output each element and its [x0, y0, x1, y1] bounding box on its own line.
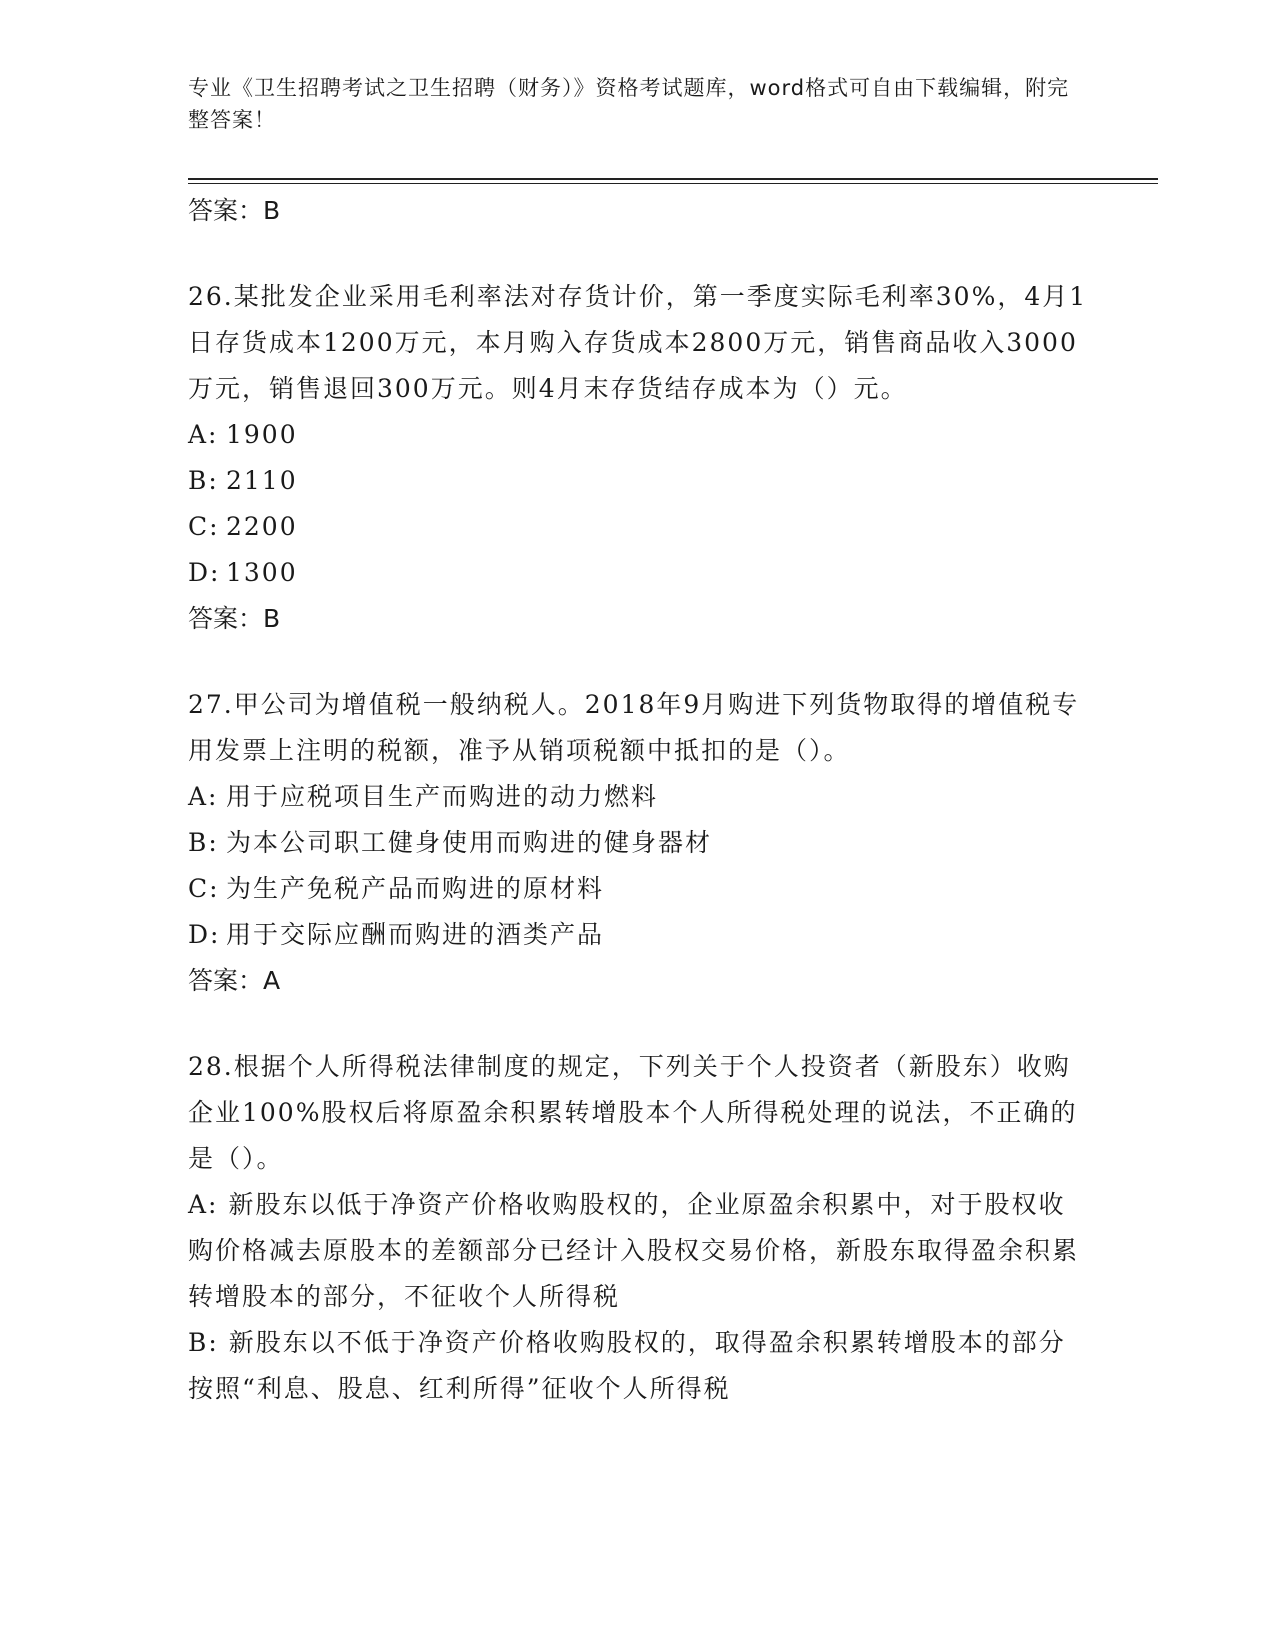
option-text: 用于应税项目生产而购进的动力燃料	[226, 782, 659, 811]
question-26	[188, 274, 1088, 642]
answer: 答案：A	[188, 966, 281, 995]
question-27	[188, 682, 1088, 1004]
option-text: 1900	[226, 420, 298, 449]
option-d	[188, 550, 1088, 596]
document-content	[188, 188, 1088, 1412]
option-text: 1300	[226, 558, 298, 587]
option-b	[188, 1320, 1088, 1412]
option-d	[188, 912, 1088, 958]
option-text: 用于交际应酬而购进的酒类产品	[226, 920, 605, 949]
option-a	[188, 774, 1088, 820]
option-text: 2200	[226, 512, 298, 541]
option-label: A:	[188, 782, 219, 811]
option-c	[188, 866, 1088, 912]
option-label: A:	[188, 420, 219, 449]
answer: 答案：B	[188, 604, 281, 633]
option-text: 为生产免税产品而购进的原材料	[226, 874, 605, 903]
option-text: 为本公司职工健身使用而购进的健身器材	[226, 828, 713, 857]
question-text: 26.某批发企业采用毛利率法对存货计价，第一季度实际毛利率30%，4月1日存货成本1200万元，本月购入存货成本2800万元，销售商品收入3000万元，销售退回300万元。则4月末存货结存成本为（）元。	[188, 282, 1088, 403]
option-b	[188, 820, 1088, 866]
question-28	[188, 1044, 1088, 1412]
option-text: 新股东以低于净资产价格收购股权的，企业原盈余积累中，对于股权收购价格减去原股本的差额部分已经计入股权交易价格，新股东取得盈余积累转增股本的部分，不征收个人所得税	[188, 1190, 1080, 1311]
option-label: D:	[188, 558, 221, 587]
option-label: A:	[188, 1190, 219, 1219]
option-c	[188, 504, 1088, 550]
option-text: 新股东以不低于净资产价格收购股权的，取得盈余积累转增股本的部分按照“利息、股息、红利所得”征收个人所得税	[188, 1328, 1066, 1403]
page-header: 专业《卫生招聘考试之卫生招聘（财务）》资格考试题库，word格式可自由下载编辑，附完整答案！	[188, 76, 1070, 132]
option-label: B:	[188, 828, 219, 857]
option-label: C:	[188, 512, 220, 541]
header-divider-thick	[188, 178, 1158, 180]
option-label: D:	[188, 920, 221, 949]
option-a	[188, 1182, 1088, 1320]
option-b	[188, 458, 1088, 504]
previous-answer: 答案：B	[188, 196, 281, 225]
option-a	[188, 412, 1088, 458]
option-label: B:	[188, 1328, 219, 1357]
option-text: 2110	[226, 466, 298, 495]
question-text: 28.根据个人所得税法律制度的规定，下列关于个人投资者（新股东）收购企业100%股权后将原盈余积累转增股本个人所得税处理的说法，不正确的是（）。	[188, 1052, 1078, 1173]
header-divider-thin	[188, 183, 1158, 184]
option-label: B:	[188, 466, 219, 495]
option-label: C:	[188, 874, 220, 903]
question-text: 27.甲公司为增值税一般纳税人。2018年9月购进下列货物取得的增值税专用发票上注明的税额，准予从销项税额中抵扣的是（）。	[188, 690, 1080, 765]
